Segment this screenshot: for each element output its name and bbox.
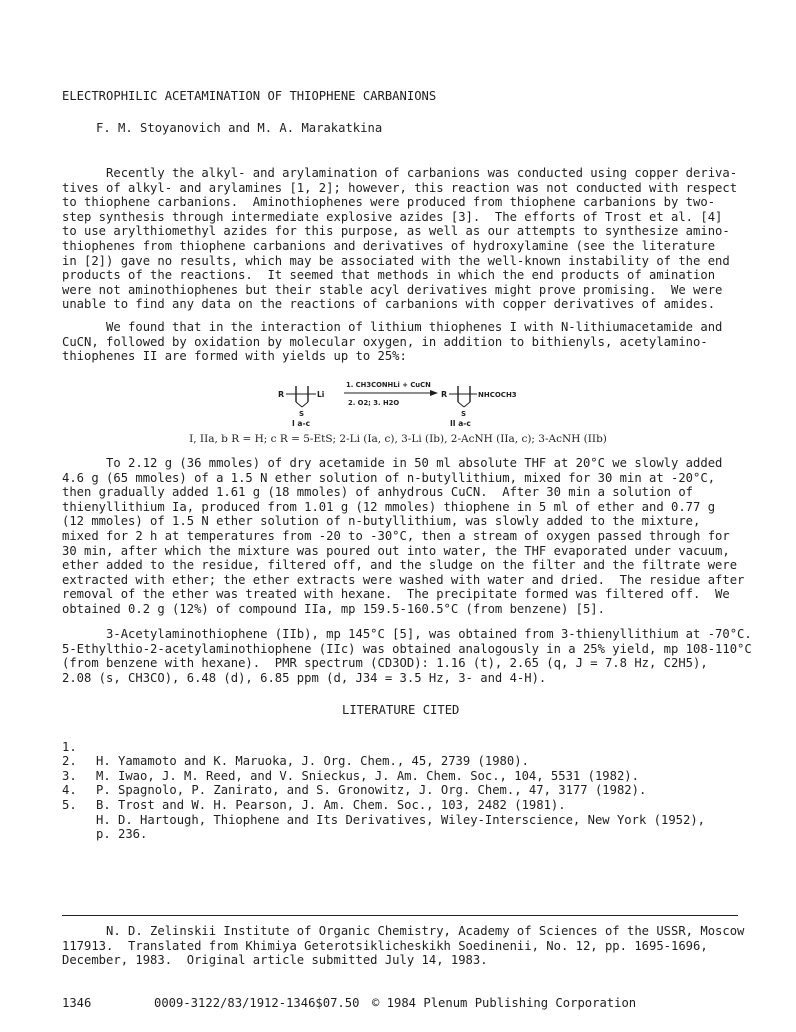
text-line: removal of the ether was treated with hexane. The precipitate formed was filtered off. We [62,587,730,602]
reference-text: p. 236. [96,827,148,842]
text-line: products of the reactions. It seemed that methods in which the end products of amination [62,268,716,283]
reference-number: 3. [62,768,77,783]
text-line: 3-Acetylaminothiophene (IIb), mp 145°C [5], was obtained from 3-thienyllithium at -70°C. [62,627,752,641]
copyright-notice: © 1984 Plenum Publishing Corporation [372,996,637,1010]
reference-text: H. D. Hartough, Thiophene and Its Derivatives, Wiley-Interscience, New York (1952), [96,812,706,827]
reference-number: 4. [62,783,77,798]
footnote [62,924,744,968]
text-line: tives of alkyl- and arylamines [1, 2]; however, this reaction was not conducted with respect [62,180,738,195]
reaction-scheme [270,376,570,428]
reference-text: P. Spagnolo, P. Zanirato, and S. Gronowitz, J. Org. Chem., 47, 3177 (1982). [96,783,647,798]
text-line: (12 mmoles) of 1.5 N ether solution of n-butyllithium, was slowly added to the mixture, [62,514,701,529]
thiophene-ring-reactant [294,386,310,407]
text-line: to thiophene carbanions. Aminothiophenes were produced from thiophene carbanions by two- [62,195,716,210]
reactant-li-label: Li [317,390,325,399]
text-line: unable to find any data on the reactions of carbanions with copper derivatives of amides. [62,297,716,312]
reference-text: H. Yamamoto and K. Maruoka, J. Org. Chem., 45, 2739 (1980). [96,754,529,769]
text-line: in [2]) gave no results, which may be associated with the well-known instability of the end [62,253,730,268]
article-title: ELECTROPHILIC ACETAMINATION OF THIOPHENE CARBANIONS [62,89,437,103]
text-line: obtained 0.2 g (12%) of compound IIa, mp 159.5-160.5°C (from benzene) [5]. [62,601,605,616]
text-line: thienyllithium Ia, produced from 1.01 g (12 mmoles) thiophene in 5 ml of ether and 0.77 g [62,499,716,514]
page-number: 1346 [62,996,92,1010]
reference-item [62,798,148,842]
text-line: were not aminothiophenes but their stable acyl derivatives might prove promising. We were [62,282,723,297]
paragraph-additional [62,627,752,685]
product-group-label: NHCOCH3 [478,391,517,399]
product-compound-label: II a-c [450,419,471,428]
footnote-divider [62,915,738,916]
text-line: CuCN, followed by oxidation by molecular oxygen, in addition to bithienyls, acetylamino- [62,334,708,349]
paragraph-introduction [62,166,742,312]
text-line: to use arylthiomethyl azides for this purpose, as well as our attempts to synthesize amino- [62,224,730,239]
text-line: 4.6 g (65 mmoles) of a 1.5 N ether solution of n-butyllithium, mixed for 30 min at -20°C, [62,470,716,485]
paragraph-findings [62,320,742,364]
text-line: mixed for 2 h at temperatures from -20 to -30°C, then a stream of oxygen passed through for [62,528,730,543]
text-line: step synthesis through intermediate explosive azides [3]. The efforts of Trost et al. [4] [62,209,723,224]
article-authors: F. M. Stoyanovich and M. A. Marakatkina [96,121,383,135]
reactant-compound-label: I a-c [292,419,311,428]
text-line: 30 min, after which the mixture was poured out into water, the THF evaporated under vacuum, [62,543,730,558]
text-line: ether added to the residue, filtered off, and the sludge on the filter and the filtrate were [62,558,738,573]
reagent-bottom-label: 2. O2; 3. H2O [348,399,400,407]
text-line: Recently the alkyl- and arylamination of carbanions was conducted using copper deriva- [62,166,738,180]
reactant-s-label: S [299,410,305,418]
text-line: thiophenes from thiophene carbanions and derivatives of hydroxylamine (see the literature [62,238,716,253]
text-line: 5-Ethylthio-2-acetylaminothiophene (IIc) was obtained analogously in a 25% yield, mp 108-110°C [62,641,752,656]
product-s-label: S [461,410,467,418]
text-line: (from benzene with hexane). PMR spectrum (CD3OD): 1.16 (t), 2.65 (q, J = 7.8 Hz, C2H5), [62,656,708,671]
footnote-line: December, 1983. Original article submitted July 14, 1983. [62,953,488,968]
scheme-caption: I, IIa, b R = H; c R = 5-EtS; 2-Li (Ia, c), 3-Li (Ib), 2-AcNH (IIa, c); 3-AcNH (IIb) [189,433,607,445]
reactant-r-label: R [278,390,285,399]
footnote-line: N. D. Zelinskii Institute of Organic Chemistry, Academy of Sciences of the USSR, Moscow [62,924,745,938]
reference-number: 1. [62,739,77,754]
reagent-top-label: 1. CH3CONHLi + CuCN [346,381,431,389]
thiophene-ring-product [456,386,472,407]
text-line: thiophenes II are formed with yields up to 25%: [62,349,407,364]
literature-heading: LITERATURE CITED [342,703,460,717]
product-r-label: R [441,390,448,399]
text-line: We found that in the interaction of lithium thiophenes I with N-lithiumacetamide and [62,320,723,334]
document-code: 0009-3122/83/1912-1346$07.50 [154,996,360,1010]
arrow-head [430,390,438,396]
reference-text: B. Trost and W. H. Pearson, J. Am. Chem. Soc., 103, 2482 (1981). [96,797,566,812]
reference-number: 2. [62,754,77,769]
text-line: 2.08 (s, CH3CO), 6.48 (d), 6.85 ppm (d, J34 = 3.5 Hz, 3- and 4-H). [62,670,547,685]
text-line: extracted with ether; the ether extracts were washed with water and dried. The residue after [62,572,745,587]
text-line: To 2.12 g (36 mmoles) of dry acetamide in 50 ml absolute THF at 20°C we slowly added [62,456,723,470]
reference-number: 5. [62,797,77,812]
reference-text: M. Iwao, J. M. Reed, and V. Snieckus, J. Am. Chem. Soc., 104, 5531 (1982). [96,768,639,783]
footnote-line: 117913. Translated from Khimiya Geterotsiklicheskikh Soedinenii, No. 12, pp. 1695-1696, [62,938,708,953]
paragraph-experimental [62,456,745,617]
text-line: then gradually added 1.61 g (18 mmoles) of anhydrous CuCN. After 30 min a solution of [62,485,694,500]
